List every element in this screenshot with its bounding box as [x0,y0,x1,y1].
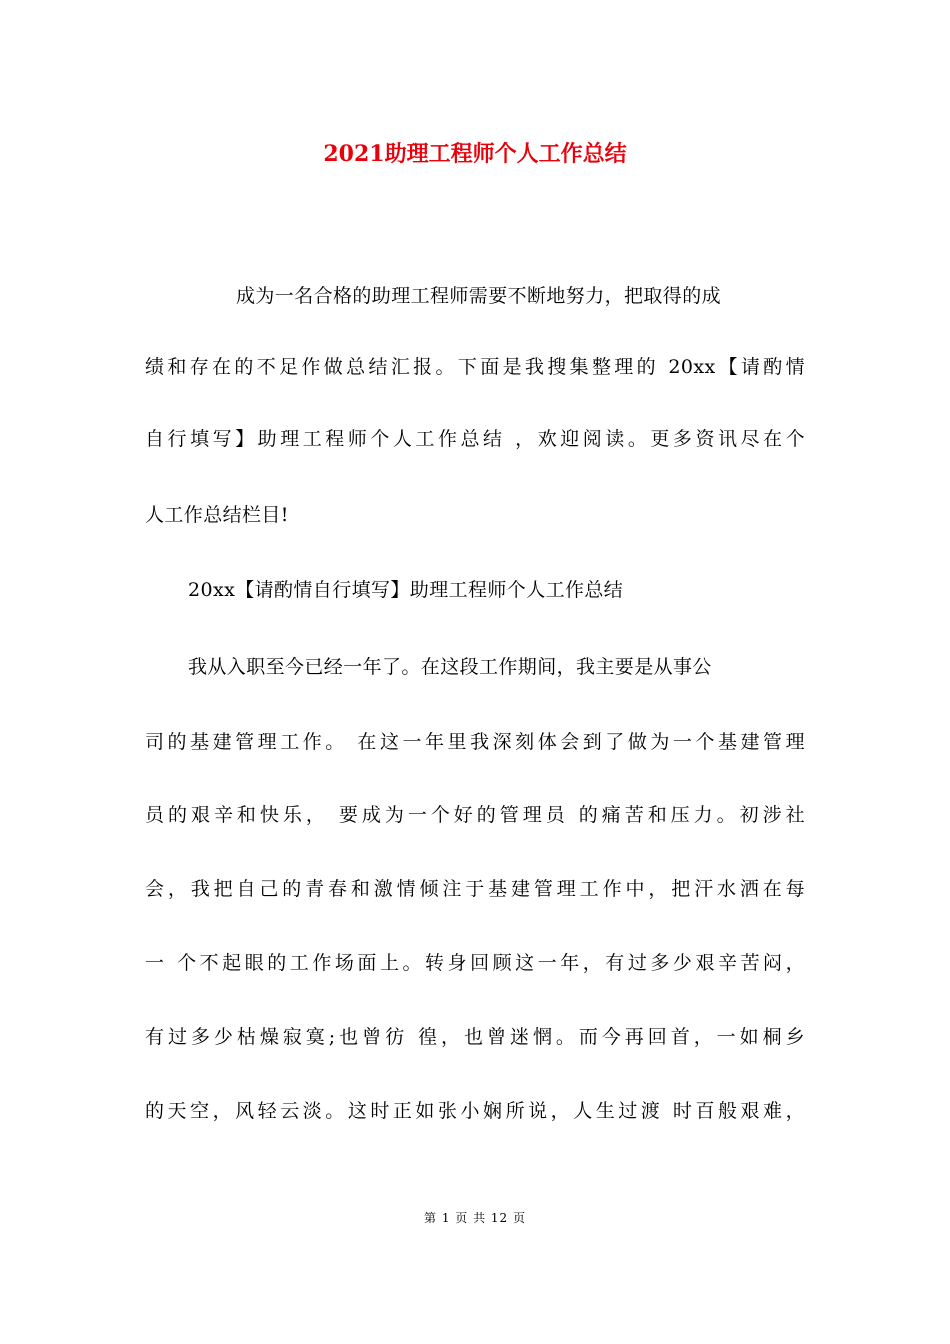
body-line-3: 自行填写】助理工程师个人工作总结 ，欢迎阅读。更多资讯尽在个 [145,428,805,450]
body-line-7: 司的基建管理工作。 在这一年里我深刻体会到了做为一个基建管理 [145,731,805,753]
body-line-11: 有过多少枯燥寂寞;也曾彷 徨，也曾迷惘。而今再回首，一如桐乡 [145,1026,805,1048]
body-line-10: 一 个不起眼的工作场面上。转身回顾这一年，有过多少艰辛苦闷， [145,952,805,974]
body-line-12: 的天空，风轻云淡。这时正如张小娴所说，人生过渡 时百般艰难， [145,1100,805,1122]
page-footer: 第 1 页 共 12 页 [424,1211,526,1225]
document-title: 2021助理工程师个人工作总结 [323,141,627,167]
body-line-9: 会，我把自己的青春和激情倾注于基建管理工作中，把汗水洒在每 [145,878,805,900]
section-heading: 20xx【请酌情自行填写】助理工程师个人工作总结 [188,579,624,601]
body-line-4: 人工作总结栏目! [145,504,289,526]
body-line-8: 员的艰辛和快乐， 要成为一个好的管理员 的痛苦和压力。初涉社 [145,804,805,826]
body-line-2: 绩和存在的不足作做总结汇报。下面是我搜集整理的 20xx【请酌情 [145,356,805,378]
body-line-1: 成为一名合格的助理工程师需要不断地努力，把取得的成 [236,285,722,307]
body-line-6: 我从入职至今已经一年了。在这段工作期间，我主要是从事公 [188,656,712,678]
